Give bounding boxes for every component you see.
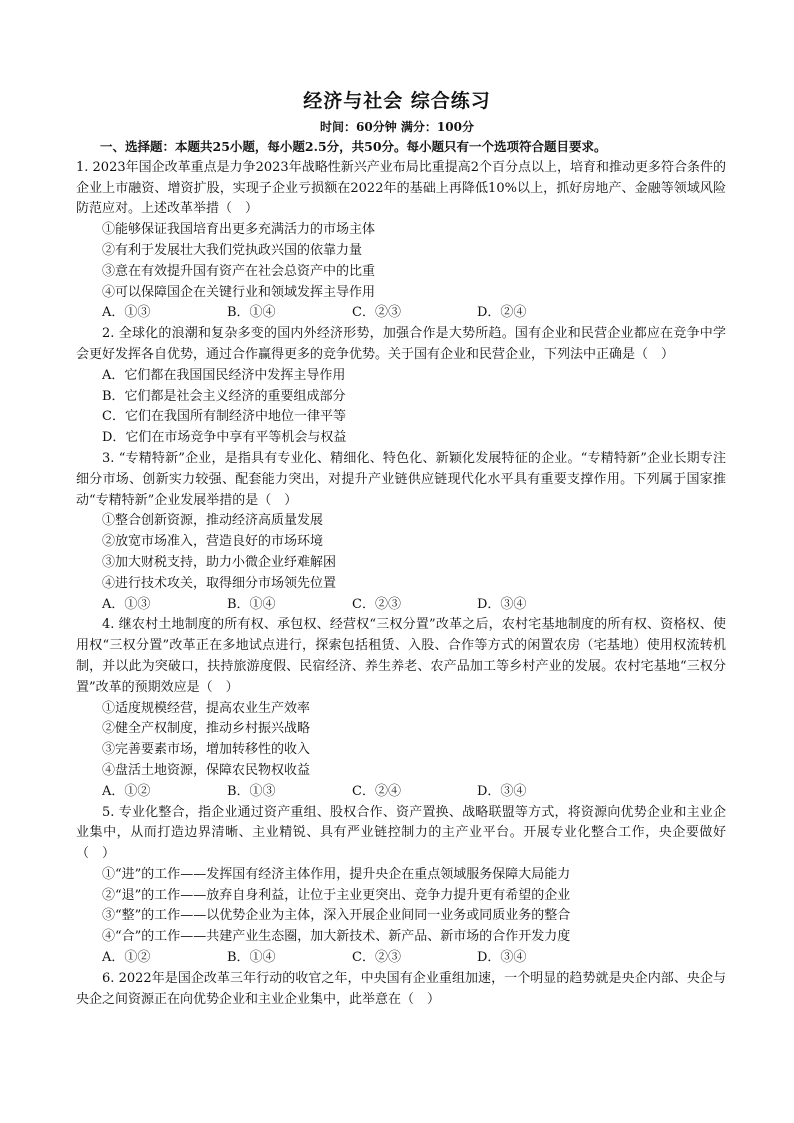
choice-c: C．②④ [352, 783, 401, 799]
choice-d: D．③④ [477, 950, 527, 966]
choice-c: C．②③ [352, 305, 401, 321]
choice-b: B．①④ [227, 950, 276, 966]
choice-a: A．①② [102, 950, 151, 966]
choice-b: B．①③ [227, 783, 276, 799]
question-2-option: B．它们都是社会主义经济的重要组成部分 [102, 388, 346, 404]
question-2-option: A．它们都在我国国民经济中发挥主导作用 [102, 367, 346, 383]
question-4-option: ③完善要素市场，增加转移性的收入 [102, 742, 311, 758]
choice-a: A．①② [102, 783, 151, 799]
choice-d: D．②④ [477, 305, 527, 321]
page-title: 经济与社会 综合练习 [303, 90, 491, 112]
question-5-option: ④“合”的工作——共建产业生态圈，加大新技术、新产品、新市场的合作开发力度 [102, 929, 571, 945]
question-3-choices [76, 595, 726, 616]
question-5-choices [76, 948, 726, 969]
question-4-stem: 4. 继农村土地制度的所有权、承包权、经营权“三权分置”改革之后，农村宅基地制度的所有权、资格权、使用权“三权分置”改革正在多地试点进行，探索包括租赁、入股、合作等方式的闲置农房（宅基地）使用权流转机制，并以此为突破口，扶持旅游度假、民宿经济、养生养老、农产品加工等乡村产业的发展。农村宅基地“三权分置”改革的预期效应是（ ） [76, 617, 726, 695]
choice-b: B．①④ [227, 305, 276, 321]
choice-c: C．②③ [352, 596, 401, 612]
choice-a: A．①③ [102, 305, 151, 321]
question-2-option: D．它们在市场竞争中享有平等机会与权益 [102, 430, 347, 446]
question-3-option: ①整合创新资源，推动经济高质量发展 [102, 513, 324, 529]
question-1-option: ③意在有效提升国有资产在社会总资产中的比重 [102, 263, 376, 279]
question-4-option: ②健全产权制度，推动乡村振兴战略 [102, 721, 311, 737]
question-5-stem: 5. 专业化整合，指企业通过资产重组、股权合作、资产置换、战略联盟等方式，将资源向优势企业和主业企业集中，从而打造边界清晰、主业精锐、具有严业链控制力的主产业平台。开展专业化整合工作，央企要做好（ ） [76, 804, 726, 862]
question-6-stem: 6. 2022年是国企改革三年行动的收官之年，中央国有企业重组加速，一个明显的趋势就是央企内部、央企与央企之间资源正在向优势企业和主业企业集中，此举意在（ ） [76, 970, 726, 1007]
question-1-option: ①能够保证我国培育出更多充满活力的市场主体 [102, 222, 376, 238]
question-5-option: ③“整”的工作——以优势企业为主体，深入开展企业间同一业务或同质业务的整合 [102, 908, 571, 924]
question-3-option: ④进行技术攻关，取得细分市场领先位置 [102, 575, 337, 591]
question-3-stem: 3. “专精特新”企业，是指具有专业化、精细化、特色化、新颖化发展特征的企业。“专精特新”企业长期专注细分市场、创新实力较强、配套能力突出，对提升产业链供应链现代化水平具有重要支撑作用。下列属于国家推动“专精特新”企业发展举措的是（ ） [76, 450, 726, 508]
choice-a: A．①③ [102, 596, 151, 612]
choice-c: C．②③ [352, 950, 401, 966]
question-5-option: ①“进”的工作——发挥国有经济主体作用，提升央企在重点领域服务保障大局能力 [102, 866, 571, 882]
question-2-option: C．它们在我国所有制经济中地位一律平等 [102, 409, 346, 425]
question-1-option: ②有利于发展壮大我们党执政兴国的依靠力量 [102, 242, 363, 258]
choice-d: D．③④ [477, 783, 527, 799]
choice-b: B．①④ [227, 596, 276, 612]
question-3-option: ②放宽市场准入，营造良好的市场环境 [102, 534, 324, 550]
question-4-choices [76, 782, 726, 803]
exam-meta: 时间：60分钟 满分：100分 [320, 120, 474, 134]
question-4-option: ④盘活土地资源，保障农民物权收益 [102, 762, 311, 778]
question-1-option: ④可以保障国企在关键行业和领域发挥主导作用 [102, 284, 376, 300]
question-list [76, 137, 726, 1010]
question-5-option: ②“退”的工作——放弃自身利益，让位于主业更突出、竞争力提升更有希望的企业 [102, 887, 571, 903]
question-2-stem: 2. 全球化的浪潮和复杂多变的国内外经济形势，加强合作是大势所趋。国有企业和民营企业都应在竞争中学会更好发挥各自优势，通过合作赢得更多的竞争优势。关于国有企业和民营企业，下列法中正确是（ ） [76, 326, 726, 362]
question-4-option: ①适度规模经营，提高农业生产效率 [102, 700, 311, 716]
question-3-option: ③加大财税支持，助力小微企业纾难解困 [102, 554, 337, 570]
question-1-stem: 1. 2023年国企改革重点是力争2023年战略性新兴产业布局比重提高2个百分点以上，培育和推动更多符合条件的企业上市融资、增资扩股，实现子企业亏损额在2022年的基础上再降低10%以上，抓好房地产、金融等领域风险防范应对。上述改革举措（ ） [76, 159, 726, 217]
question-1-choices [76, 303, 726, 324]
choice-d: D．③④ [477, 596, 527, 612]
section-heading: 一、选择题：本题共25小题，每小题2.5分，共50分。每小题只有一个选项符合题目要求。 [100, 139, 607, 154]
